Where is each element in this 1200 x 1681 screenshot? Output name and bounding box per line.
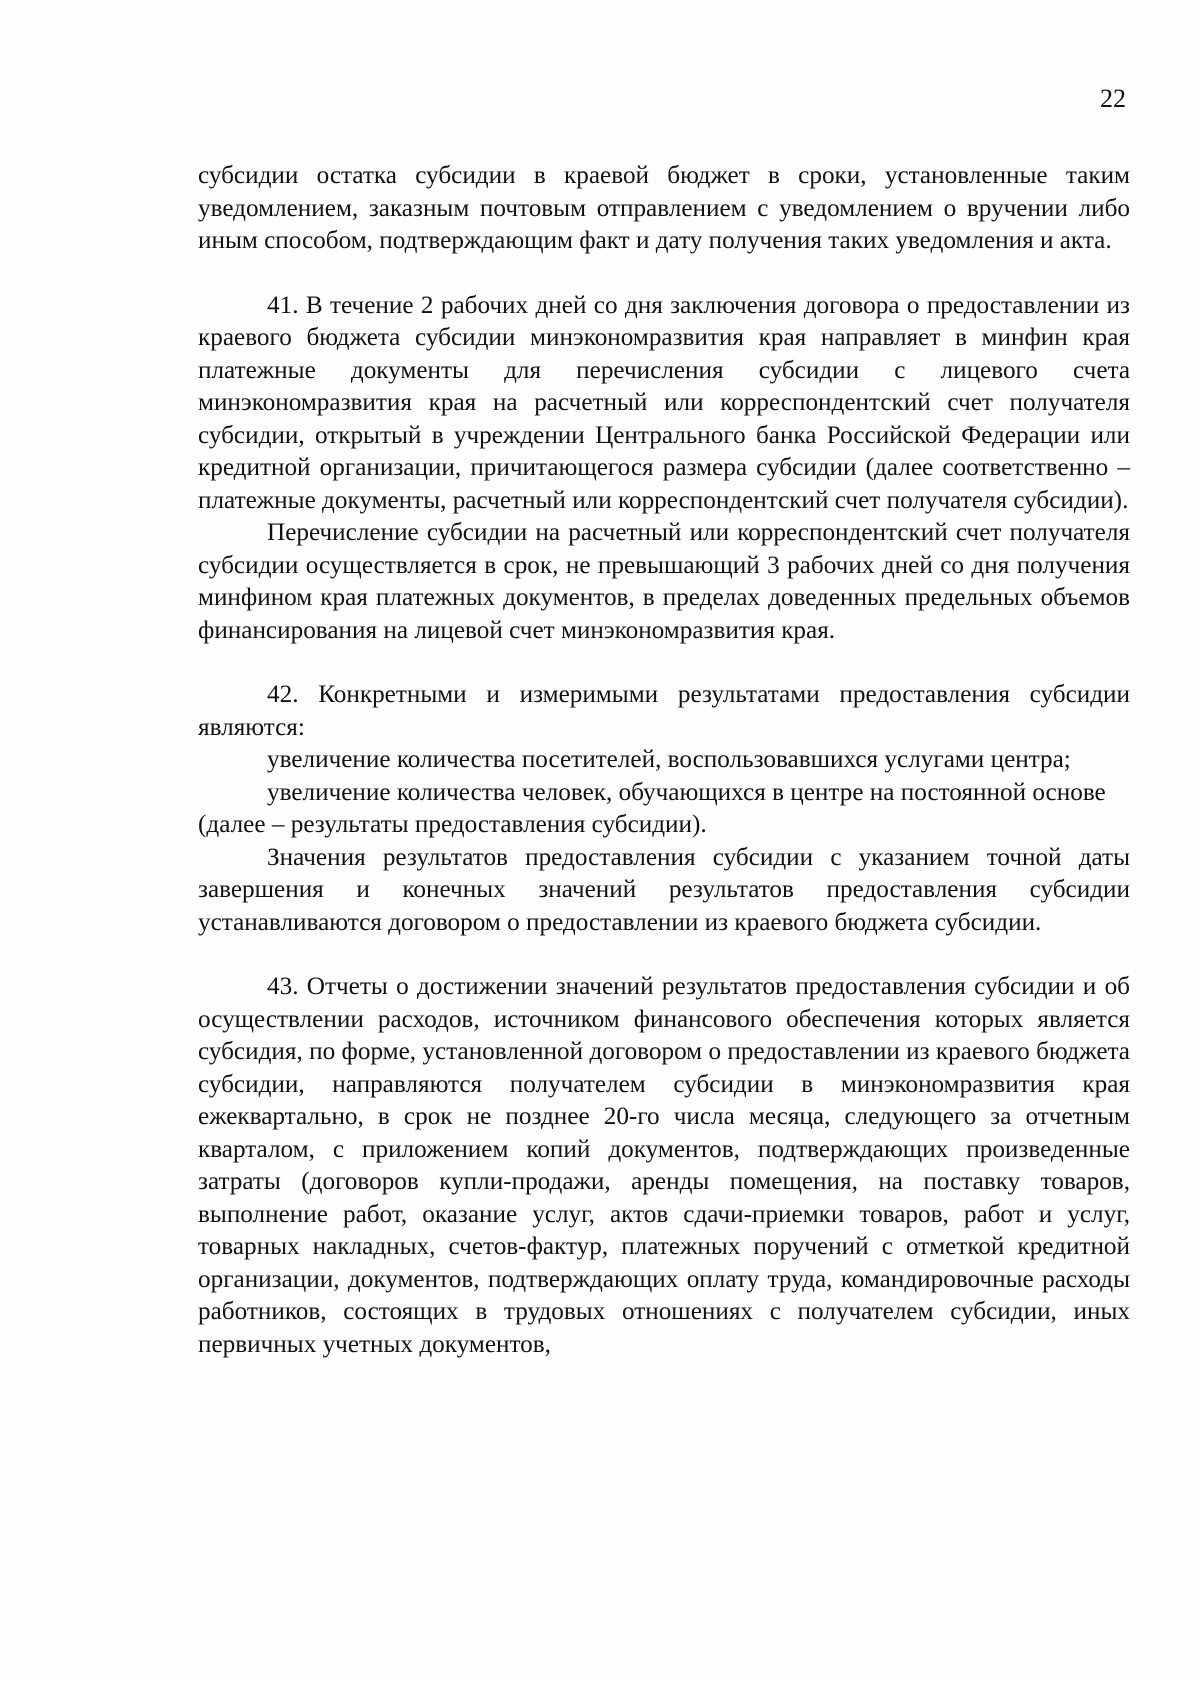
paragraph-41-transfer: Перечисление субсидии на расчетный или корреспондентский счет получателя субсидии осуществляется в срок, не превышающий 3 рабочих дней со дня получения минфином края платежных документов, в пределах доведенных предельных объемов финансирования на лицевой счет минэкономразвития края. xyxy=(198,519,1130,644)
paragraph-43: 43. Отчеты о достижении значений результатов предоставления субсидии и об осуществлении расходов, источником финансового обеспечения которых является субсидия, по форме, установленной договором о предоставлении из краевого бюджета субсидии, направляются получателем субсидии в минэкономразвития края ежеквартально, в срок не позднее 20-го числа месяца, следующего за отчетным кварталом, с приложением копий документов, подтверждающих произведенные затраты (договоров купли-продажи, аренды помещения, на поставку товаров, выполнение работ, оказание услуг, актов сдачи-приемки товаров, работ и услуг, товарных накладных, счетов-фактур, платежных поручений с отметкой кредитной организации, документов, подтверждающих оплату труда, командировочные расходы работников, состоящих в трудовых отношениях с получателем субсидии, иных первичных учетных документов, xyxy=(198,973,1130,1358)
document-body xyxy=(198,160,1130,1361)
paragraph-42: 42. Конкретными и измеримыми результатами предоставления субсидии являются: xyxy=(198,681,1130,741)
page-number: 22 xyxy=(1100,84,1126,113)
paragraph-41: 41. В течение 2 рабочих дней со дня заключения договора о предоставлении из краевого бюджета субсидии минэкономразвития края направляет в минфин края платежные документы для перечисления субсидии с лицевого счета минэкономразвития края на расчетный или корреспондентский счет получателя субсидии, открытый в учреждении Центрального банка Российской Федерации или кредитной организации, причитающегося размера субсидии (далее соответственно – платежные документы, расчетный или корреспондентский счет получателя субсидии). xyxy=(198,291,1130,514)
result-visitors: увеличение количества посетителей, воспользовавшихся услугами центра; xyxy=(267,746,1071,773)
result-trainees: увеличение количества человек, обучающихся в центре на постоянной основе xyxy=(267,778,1106,806)
results-definition: (далее – результаты предоставления субсидии). xyxy=(198,811,707,838)
paragraph-continuation: субсидии остатка субсидии в краевой бюджет в сроки, установленные таким уведомлением, заказным почтовым отправлением с уведомлением о вручении либо иным способом, подтверждающим факт и дату получения таких уведомления и акта. xyxy=(198,162,1130,254)
results-values: Значения результатов предоставления субсидии с указанием точной даты завершения и конечных значений результатов предоставления субсидии устанавливаются договором о предоставлении из краевого бюджета субсидии. xyxy=(198,843,1130,936)
